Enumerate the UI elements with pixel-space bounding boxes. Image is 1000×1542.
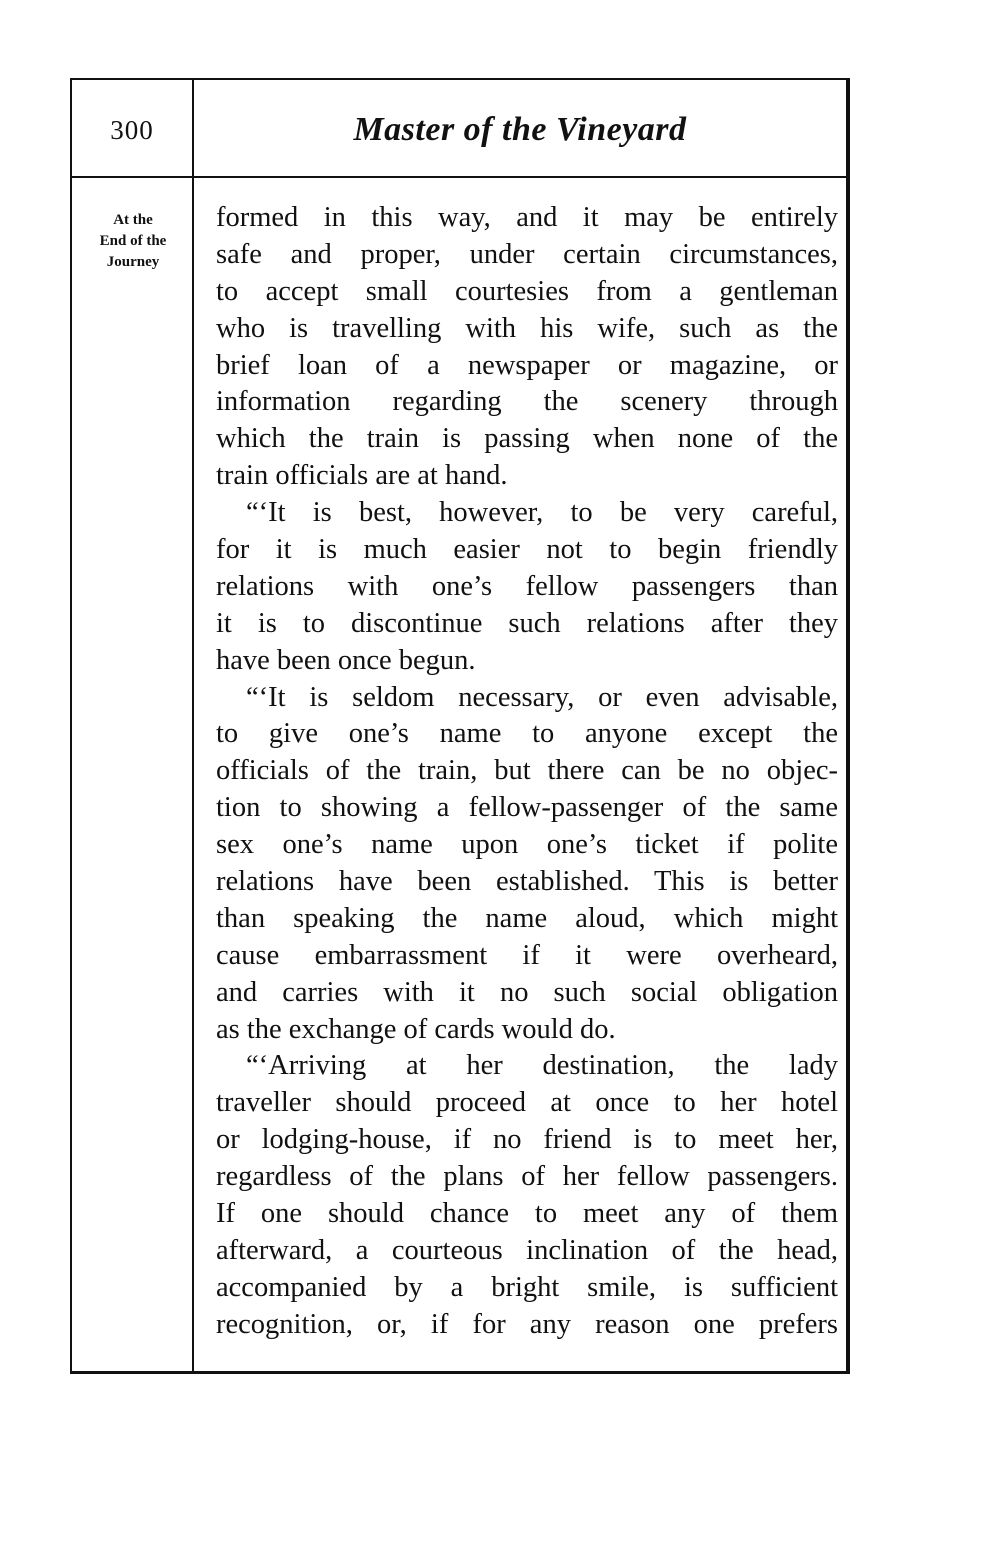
text-line: recognition, or, if for any reason one prefers — [216, 1308, 838, 1340]
text-line: information regarding the scenery through — [216, 386, 838, 418]
text-line: afterward, a courteous inclination of the head, — [216, 1234, 838, 1266]
text-line: who is travelling with his wife, such as the — [216, 312, 838, 344]
text-line: formed in this way, and it may be entirely — [216, 202, 838, 233]
header-divider — [72, 176, 846, 178]
text-line: tion to showing a fellow-passenger of the same — [216, 792, 838, 824]
running-title: Master of the Vineyard — [353, 111, 687, 148]
text-line: relations have been established. This is better — [216, 866, 838, 898]
text-line: “‘It is best, however, to be very careful, — [246, 497, 838, 529]
text-line: relations with one’s fellow passengers than — [216, 570, 838, 602]
text-line: brief loan of a newspaper or magazine, or — [216, 349, 838, 381]
text-line: which the train is passing when none of the — [216, 423, 838, 455]
text-line: sex one’s name upon one’s ticket if polite — [216, 829, 838, 861]
text-line: for it is much easier not to begin friendly — [216, 534, 838, 566]
text-line: or lodging-house, if no friend is to meet her, — [216, 1124, 838, 1156]
margin-note-line: At the — [113, 212, 153, 228]
margin-note-line: Journey — [106, 254, 160, 270]
text-line: have been once begun. — [216, 644, 476, 676]
page-number: 300 — [110, 114, 154, 145]
text-line: traveller should proceed at once to her hotel — [216, 1087, 838, 1119]
page-frame — [70, 78, 850, 1374]
text-line: and carries with it no such social obligation — [216, 976, 838, 1008]
text-line: officials of the train, but there can be no objec- — [216, 755, 838, 787]
text-line: regardless of the plans of her fellow passengers. — [216, 1161, 838, 1193]
text-line: than speaking the name aloud, which might — [216, 902, 838, 934]
text-line: cause embarrassment if it were overheard, — [216, 939, 838, 971]
text-line: to give one’s name to anyone except the — [216, 718, 838, 750]
text-line: If one should chance to meet any of them — [216, 1198, 838, 1230]
text-line: it is to discontinue such relations after they — [216, 607, 838, 639]
column-divider — [192, 80, 194, 1371]
body-text — [216, 200, 838, 1344]
text-line: as the exchange of cards would do. — [216, 1013, 616, 1045]
text-line: “‘It is seldom necessary, or even advisable, — [246, 681, 838, 713]
text-line: “‘Arriving at her destination, the lady — [246, 1050, 838, 1082]
text-line: to accept small courtesies from a gentleman — [216, 275, 838, 307]
text-line: accompanied by a bright smile, is sufficient — [216, 1271, 838, 1303]
margin-note-line: End of the — [99, 233, 167, 249]
text-line: train officials are at hand. — [216, 460, 508, 492]
text-line: safe and proper, under certain circumstances, — [216, 238, 838, 270]
margin-note — [78, 210, 188, 273]
